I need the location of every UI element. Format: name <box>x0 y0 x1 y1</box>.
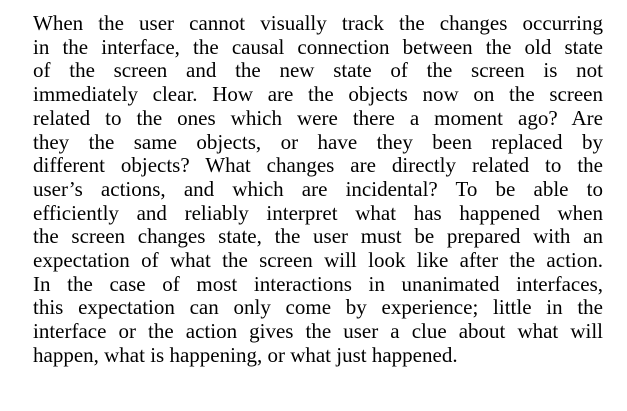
paragraph-line-9: efficiently and reliably interpret what has happened when <box>33 200 603 225</box>
paragraph-line-1: When the user cannot visually track the changes occurring <box>33 11 603 35</box>
paragraph-line-5: related to the ones which were there a moment ago? Are <box>33 105 603 130</box>
paragraph-line-2: in the interface, the causal connection between the old state <box>33 34 603 59</box>
paragraph-line-15: happen, what is happening, or what just happened. <box>33 342 458 367</box>
paragraph-line-8: user’s actions, and which are incidental? To be able to <box>33 176 603 201</box>
paragraph-line-11: expectation of what the screen will look like after the action. <box>33 248 603 273</box>
paragraph-line-4: immediately clear. How are the objects now on the screen <box>33 82 603 107</box>
paragraph-line-14: interface or the action gives the user a clue about what will <box>33 319 603 344</box>
paragraph-line-7: different objects? What changes are directly related to the <box>33 153 603 178</box>
paragraph-line-3: of the screen and the new state of the screen is not <box>33 58 603 83</box>
paragraph <box>33 12 603 368</box>
paragraph-line-6: they the same objects, or have they been replaced by <box>33 129 603 154</box>
paragraph-line-12: In the case of most interactions in unanimated interfaces, <box>33 271 603 296</box>
paragraph-line-13: this expectation can only come by experience; little in the <box>33 295 603 320</box>
paragraph-line-10: the screen changes state, the user must be prepared with an <box>33 224 603 249</box>
